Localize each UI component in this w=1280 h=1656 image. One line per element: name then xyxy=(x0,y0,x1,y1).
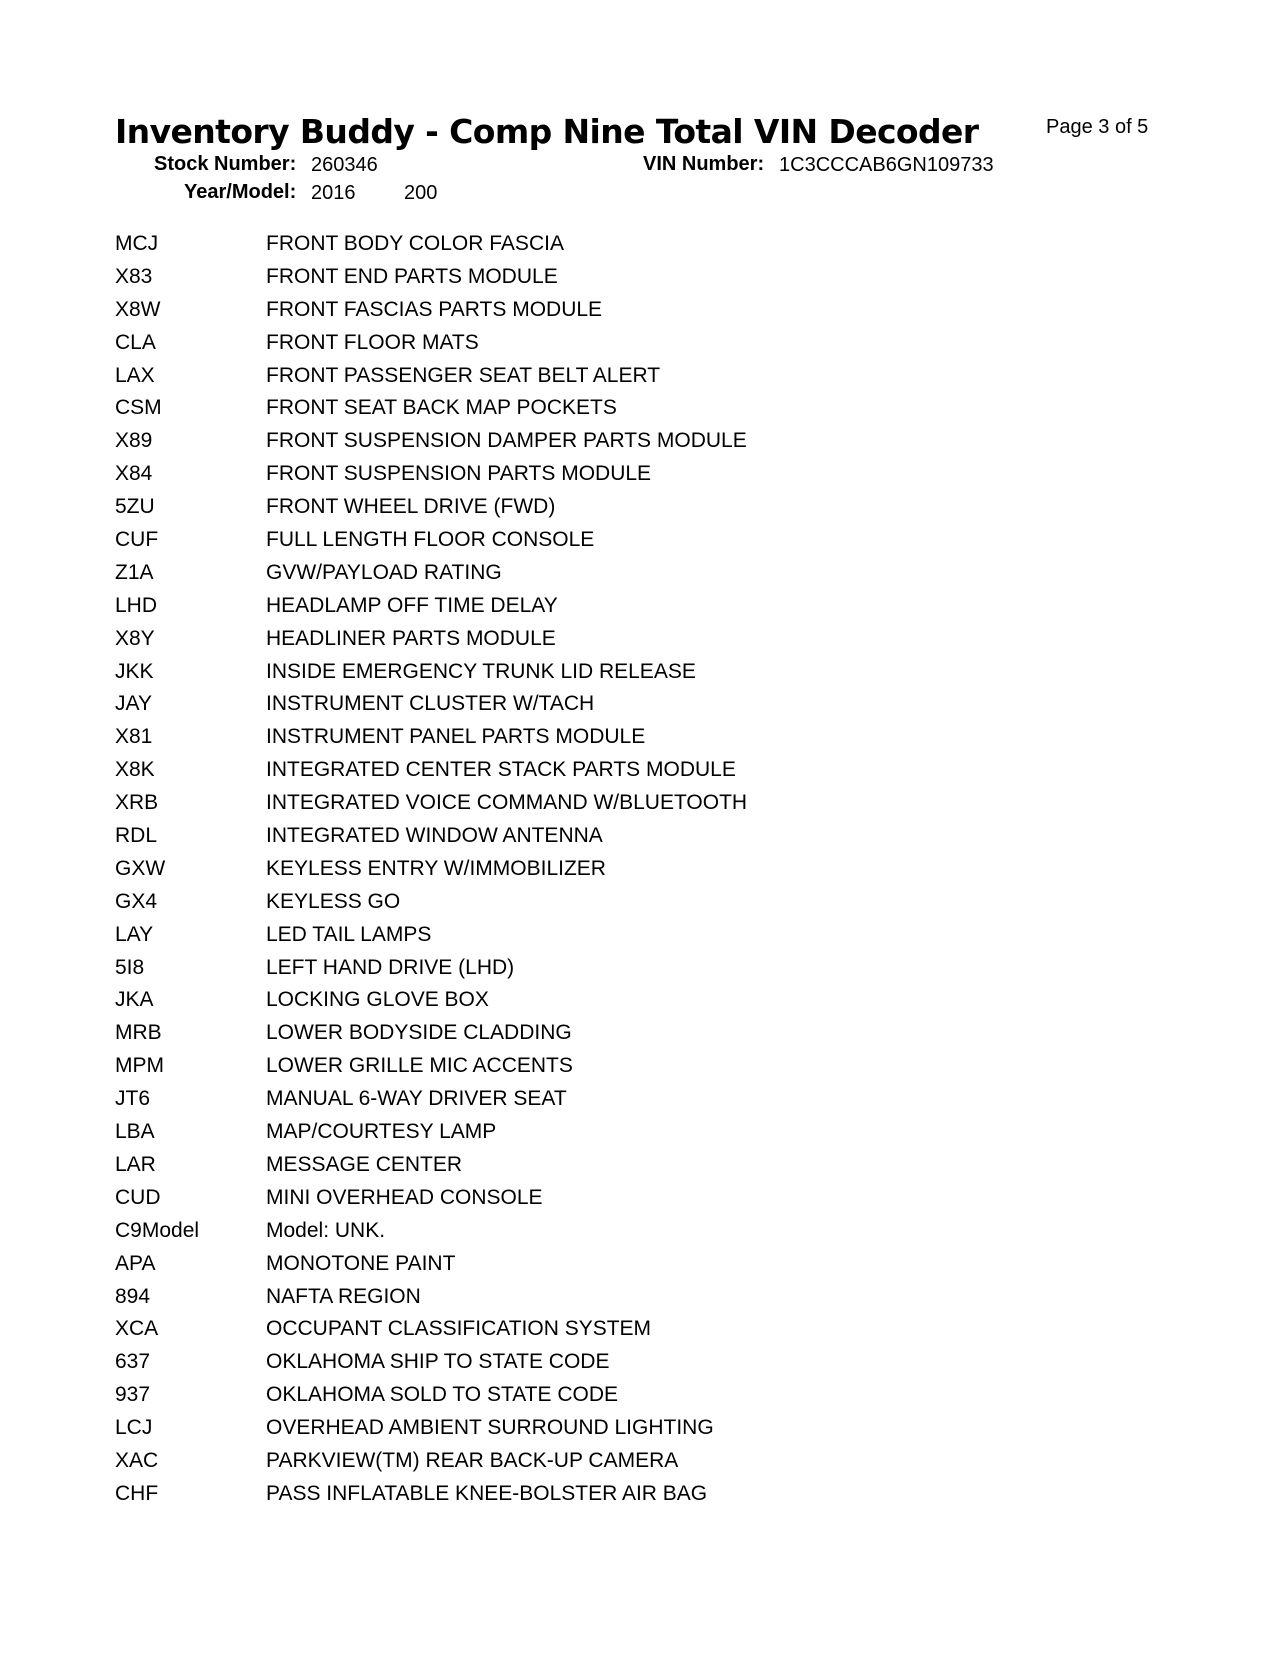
option-description: MONOTONE PAINT xyxy=(266,1251,456,1275)
model-value: 200 xyxy=(404,182,438,204)
option-row xyxy=(115,687,1015,720)
option-code: JKA xyxy=(115,988,154,1012)
option-row xyxy=(115,457,1015,490)
option-code: JT6 xyxy=(115,1087,151,1111)
option-code: RDL xyxy=(115,824,158,848)
option-description: INSIDE EMERGENCY TRUNK LID RELEASE xyxy=(266,659,696,683)
option-description: PASS INFLATABLE KNEE-BOLSTER AIR BAG xyxy=(266,1481,708,1505)
option-code: X8K xyxy=(115,758,155,782)
option-code-list xyxy=(115,227,1015,1510)
stock-number-label: Stock Number: xyxy=(154,153,297,175)
option-row xyxy=(115,1148,1015,1181)
option-code: X81 xyxy=(115,725,153,749)
vin-number-label: VIN Number: xyxy=(643,153,765,175)
option-description: HEADLAMP OFF TIME DELAY xyxy=(266,593,558,617)
option-code: X8Y xyxy=(115,626,155,650)
option-description: INSTRUMENT PANEL PARTS MODULE xyxy=(266,725,646,749)
option-code: 5I8 xyxy=(115,955,145,979)
option-code: 637 xyxy=(115,1350,151,1374)
option-code: CHF xyxy=(115,1481,159,1505)
option-row xyxy=(115,326,1015,359)
option-description: GVW/PAYLOAD RATING xyxy=(266,560,502,584)
option-description: LOCKING GLOVE BOX xyxy=(266,988,489,1012)
option-row xyxy=(115,1345,1015,1378)
option-code: MPM xyxy=(115,1054,164,1078)
option-row xyxy=(115,951,1015,984)
option-code: X89 xyxy=(115,429,153,453)
option-row xyxy=(115,490,1015,523)
option-row xyxy=(115,589,1015,622)
option-code: LAX xyxy=(115,363,155,387)
option-row xyxy=(115,852,1015,885)
option-code: CLA xyxy=(115,330,156,354)
option-code: XAC xyxy=(115,1448,159,1472)
option-row xyxy=(115,983,1015,1016)
option-row xyxy=(115,1082,1015,1115)
option-row xyxy=(115,523,1015,556)
option-code: JAY xyxy=(115,692,152,716)
option-row xyxy=(115,1411,1015,1444)
option-description: OVERHEAD AMBIENT SURROUND LIGHTING xyxy=(266,1416,714,1440)
option-description: KEYLESS GO xyxy=(266,889,401,913)
option-row xyxy=(115,819,1015,852)
option-row xyxy=(115,359,1015,392)
option-description: OKLAHOMA SOLD TO STATE CODE xyxy=(266,1383,619,1407)
option-code: GXW xyxy=(115,856,166,880)
option-description: LED TAIL LAMPS xyxy=(266,922,432,946)
option-code: C9Model xyxy=(115,1218,200,1242)
option-code: XRB xyxy=(115,791,159,815)
option-description: INTEGRATED VOICE COMMAND W/BLUETOOTH xyxy=(266,791,748,815)
option-row xyxy=(115,1444,1015,1477)
option-row xyxy=(115,556,1015,589)
option-code: 894 xyxy=(115,1284,151,1308)
option-description: OKLAHOMA SHIP TO STATE CODE xyxy=(266,1350,610,1374)
option-description: OCCUPANT CLASSIFICATION SYSTEM xyxy=(266,1317,652,1341)
option-row xyxy=(115,1115,1015,1148)
option-description: MANUAL 6-WAY DRIVER SEAT xyxy=(266,1087,567,1111)
option-description: INSTRUMENT CLUSTER W/TACH xyxy=(266,692,595,716)
option-row xyxy=(115,391,1015,424)
option-row xyxy=(115,1477,1015,1510)
option-row xyxy=(115,424,1015,457)
stock-number-value: 260346 xyxy=(311,154,378,176)
option-row xyxy=(115,1181,1015,1214)
option-description: FRONT PASSENGER SEAT BELT ALERT xyxy=(266,363,661,387)
option-description: HEADLINER PARTS MODULE xyxy=(266,626,556,650)
option-code: X84 xyxy=(115,462,153,486)
option-code: X83 xyxy=(115,264,153,288)
option-row xyxy=(115,720,1015,753)
option-row xyxy=(115,227,1015,260)
option-description: INTEGRATED WINDOW ANTENNA xyxy=(266,824,603,848)
option-description: PARKVIEW(TM) REAR BACK-UP CAMERA xyxy=(266,1448,679,1472)
option-code: 937 xyxy=(115,1383,151,1407)
option-description: FRONT BODY COLOR FASCIA xyxy=(266,232,564,255)
option-code: JKK xyxy=(115,659,154,683)
option-code: CSM xyxy=(115,396,162,420)
option-description: MESSAGE CENTER xyxy=(266,1152,463,1176)
option-row xyxy=(115,1016,1015,1049)
option-row xyxy=(115,1378,1015,1411)
option-row xyxy=(115,1312,1015,1345)
option-description: FRONT SEAT BACK MAP POCKETS xyxy=(266,396,617,420)
option-row xyxy=(115,655,1015,688)
year-value: 2016 xyxy=(311,182,356,204)
option-row xyxy=(115,1214,1015,1247)
option-code: CUD xyxy=(115,1185,161,1209)
option-description: MAP/COURTESY LAMP xyxy=(266,1120,497,1144)
option-code: Z1A xyxy=(115,560,154,584)
option-code: MCJ xyxy=(115,232,159,255)
option-row xyxy=(115,885,1015,918)
vin-number-value: 1C3CCCAB6GN109733 xyxy=(779,154,994,176)
option-description: INTEGRATED CENTER STACK PARTS MODULE xyxy=(266,758,736,782)
option-code: X8W xyxy=(115,297,161,321)
option-description: FRONT SUSPENSION DAMPER PARTS MODULE xyxy=(266,429,747,453)
option-code: LBA xyxy=(115,1120,155,1144)
option-description: LEFT HAND DRIVE (LHD) xyxy=(266,955,515,979)
option-code: MRB xyxy=(115,1021,162,1045)
option-row xyxy=(115,622,1015,655)
option-description: FRONT SUSPENSION PARTS MODULE xyxy=(266,462,652,486)
option-code: XCA xyxy=(115,1317,159,1341)
option-code: GX4 xyxy=(115,889,158,913)
page-number: Page 3 of 5 xyxy=(1046,116,1149,138)
option-description: FRONT WHEEL DRIVE (FWD) xyxy=(266,495,556,519)
option-description: Model: UNK. xyxy=(266,1218,386,1242)
option-description: LOWER BODYSIDE CLADDING xyxy=(266,1021,572,1045)
year-model-label: Year/Model: xyxy=(184,181,297,203)
option-row xyxy=(115,260,1015,293)
option-code: 5ZU xyxy=(115,495,155,519)
option-row xyxy=(115,293,1015,326)
option-row xyxy=(115,918,1015,951)
report-title: Inventory Buddy - Comp Nine Total VIN Decoder xyxy=(115,112,979,151)
option-row xyxy=(115,1049,1015,1082)
option-code: LCJ xyxy=(115,1416,153,1440)
option-code: LAR xyxy=(115,1152,156,1176)
option-description: FRONT FASCIAS PARTS MODULE xyxy=(266,297,603,321)
option-description: KEYLESS ENTRY W/IMMOBILIZER xyxy=(266,856,606,880)
option-row xyxy=(115,786,1015,819)
option-description: FRONT END PARTS MODULE xyxy=(266,264,558,288)
option-description: NAFTA REGION xyxy=(266,1284,421,1308)
option-description: FULL LENGTH FLOOR CONSOLE xyxy=(266,528,595,552)
option-row xyxy=(115,1280,1015,1313)
option-description: MINI OVERHEAD CONSOLE xyxy=(266,1185,543,1209)
option-code: LHD xyxy=(115,593,158,617)
option-description: FRONT FLOOR MATS xyxy=(266,330,479,354)
option-code: LAY xyxy=(115,922,154,946)
option-code: CUF xyxy=(115,528,159,552)
option-row xyxy=(115,1247,1015,1280)
option-row xyxy=(115,753,1015,786)
option-description: LOWER GRILLE MIC ACCENTS xyxy=(266,1054,573,1078)
option-code: APA xyxy=(115,1251,156,1275)
